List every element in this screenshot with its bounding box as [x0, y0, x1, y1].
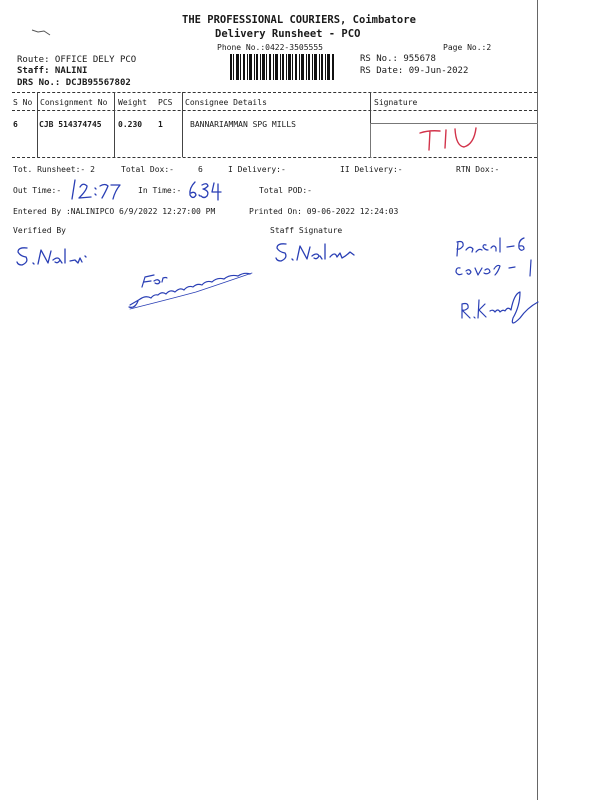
i-delivery: I Delivery:-	[228, 165, 286, 174]
table-top-border	[12, 92, 537, 93]
staff-signature-label: Staff Signature	[270, 226, 343, 235]
drs-number: DRS No.: DCJB95567802	[17, 78, 131, 88]
table-header-border	[12, 110, 537, 111]
page-number: Page No.:2	[443, 43, 492, 52]
out-time-label: Out Time:-	[13, 186, 62, 195]
entered-by: Entered By :NALINIPCO 6/9/2022 12:27:00 PM	[13, 207, 216, 216]
handwritten-tiu	[418, 124, 493, 154]
total-dox-value: 6	[198, 165, 203, 174]
ii-delivery: II Delivery:-	[340, 165, 403, 174]
total-pod: Total POD:-	[259, 186, 312, 195]
barcode	[230, 54, 334, 80]
handwritten-out-time	[68, 177, 122, 201]
phone-number: Phone No.:0422-3505555	[217, 43, 323, 52]
company-name: THE PROFESSIONAL COURIERS, Coimbatore	[182, 14, 416, 26]
rs-date: RS Date: 09-Jun-2022	[360, 66, 469, 76]
column-header-s-no: S No	[13, 98, 33, 107]
tot-runsheet: Tot. Runsheet:- 2	[13, 165, 95, 174]
cell-consignee: BANNARIAMMAN SPG MILLS	[190, 120, 296, 129]
cell-s-no: 6	[13, 120, 18, 129]
column-header-weight: Weight	[118, 98, 147, 107]
staff-signature	[272, 238, 358, 266]
handwritten-in-time	[186, 178, 228, 202]
column-header-pcs: PCS	[158, 98, 173, 107]
col-divider	[37, 92, 38, 157]
diagonal-handwritten-note	[120, 265, 260, 313]
col-divider	[114, 92, 115, 157]
page-edge-line	[537, 0, 538, 800]
document-title: Delivery Runsheet - PCO	[215, 28, 361, 40]
total-dox-label: Total Dox:-	[121, 165, 174, 174]
route-label: Route: OFFICE DELY PCO	[17, 55, 137, 65]
verified-by-label: Verified By	[13, 226, 66, 235]
column-header-signature: Signature	[374, 98, 418, 107]
col-divider	[182, 92, 183, 157]
printed-on: Printed On: 09-06-2022 12:24:03	[249, 207, 399, 216]
cell-pcs: 1	[158, 120, 163, 129]
in-time-label: In Time:-	[138, 186, 182, 195]
column-header-consignment-no: Consignment No	[40, 98, 108, 107]
staff-label: Staff: NALINI	[17, 66, 88, 76]
cell-consignment-no: CJB 514374745	[39, 120, 102, 129]
rtn-dox: RTN Dox:-	[456, 165, 500, 174]
scan-mark-icon	[30, 26, 54, 38]
parcel-cover-notes	[448, 232, 552, 330]
rs-number: RS No.: 955678	[360, 54, 436, 64]
column-header-consignee-details: Consignee Details	[185, 98, 267, 107]
cell-weight: 0.230	[118, 120, 143, 129]
verified-by-signature	[14, 242, 90, 270]
